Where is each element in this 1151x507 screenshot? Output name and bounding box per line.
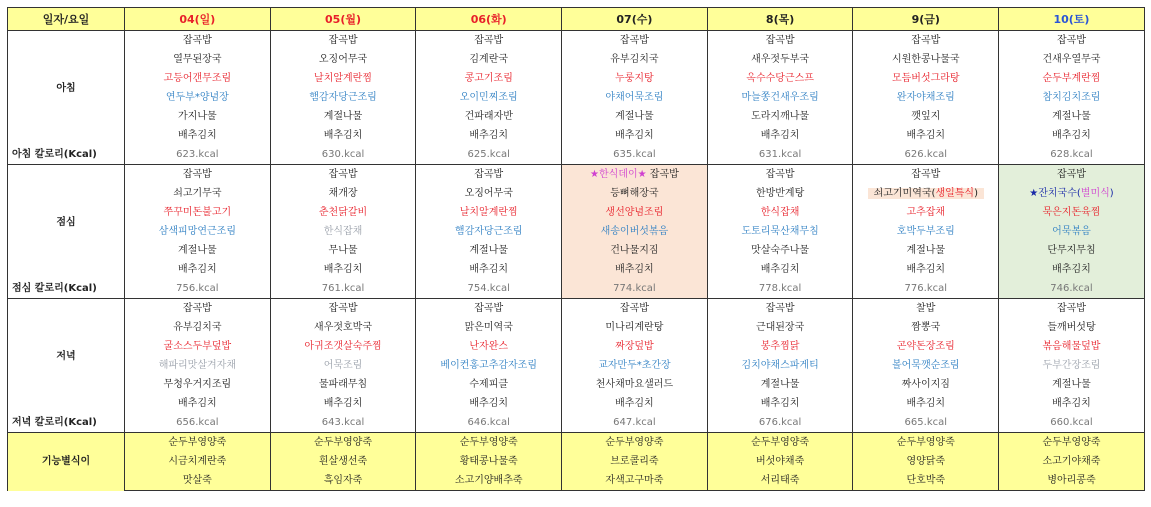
menu-item: 콩고기조림: [416, 69, 562, 88]
lunch-calorie-row: [8, 279, 1145, 299]
menu-item: 잡곡밥: [125, 299, 271, 319]
menu-item: 고등어갠무조림: [125, 69, 271, 88]
menu-item: 마늘쫑건새우조림: [707, 88, 853, 107]
menu-item: 참치김치조림: [999, 88, 1145, 107]
menu-item: 굴소스두부덮밥: [125, 337, 271, 356]
menu-item: 배추김치: [853, 126, 999, 145]
menu-item: 배추김치: [562, 126, 708, 145]
menu-item: 춘천닭갈비: [270, 203, 416, 222]
menu-item: 햄감자당근조림: [270, 88, 416, 107]
menu-item: 서리태죽: [707, 471, 853, 491]
menu-item: 계절나물: [999, 107, 1145, 126]
menu-item: 아귀조갯살숙주찜: [270, 337, 416, 356]
menu-item: 순두부영양죽: [270, 433, 416, 453]
calorie-value: 623.kcal: [125, 145, 271, 165]
menu-item: 계절나물: [853, 241, 999, 260]
menu-item: 순두부영양죽: [707, 433, 853, 453]
menu-item-text: ): [1109, 188, 1114, 199]
menu-item: 완자야채조림: [853, 88, 999, 107]
menu-item: 계절나물: [999, 375, 1145, 394]
menu-item: 단호박죽: [853, 471, 999, 491]
menu-item: 유부김치국: [562, 50, 708, 69]
menu-item: 배추김치: [707, 394, 853, 413]
breakfast-row: [8, 31, 1145, 51]
menu-item-text: ★잔치국수(: [1029, 188, 1081, 199]
menu-item: 배추김치: [416, 126, 562, 145]
header-label: 일자/요일: [8, 8, 125, 31]
menu-item: 해파리맛살겨자채: [125, 356, 271, 375]
menu-item: 배추김치: [125, 126, 271, 145]
calorie-value: 631.kcal: [707, 145, 853, 165]
functional-row: [8, 433, 1145, 453]
menu-item: 새송이버섯볶음: [562, 222, 708, 241]
menu-item: 오징어무국: [416, 184, 562, 203]
menu-item: 천사채마요샐러드: [562, 375, 708, 394]
menu-item: 찰밥: [853, 299, 999, 319]
menu-item: 새우젓호박국: [270, 318, 416, 337]
dinner-calorie-row: [8, 413, 1145, 433]
header-day: 05(월): [270, 8, 416, 31]
menu-item: 배추김치: [853, 394, 999, 413]
menu-item: 베이컨홍고추감자조림: [416, 356, 562, 375]
menu-item: 옥수수당근스프: [707, 69, 853, 88]
calorie-value: 628.kcal: [999, 145, 1145, 165]
calorie-value: 626.kcal: [853, 145, 999, 165]
special-menu-tag: 별미식: [1080, 188, 1110, 199]
calorie-value: 646.kcal: [416, 413, 562, 433]
menu-item: 시금치계란죽: [125, 452, 271, 471]
lunch-row: [8, 184, 1145, 203]
menu-item: 맑은미역국: [416, 318, 562, 337]
menu-item: 순두부영양죽: [999, 433, 1145, 453]
menu-item: 소고기양배추죽: [416, 471, 562, 491]
menu-item-special: [853, 184, 999, 203]
menu-item: 곤약돈장조림: [853, 337, 999, 356]
breakfast-row: [8, 126, 1145, 145]
menu-item: 계절나물: [270, 107, 416, 126]
header-day: 8(목): [707, 8, 853, 31]
menu-item: 유부김치국: [125, 318, 271, 337]
header-day: 04(일): [125, 8, 271, 31]
menu-item: 건새우열무국: [999, 50, 1145, 69]
menu-item: 순두부영양죽: [853, 433, 999, 453]
menu-item: 배추김치: [416, 394, 562, 413]
menu-item: 도토리묵산채무침: [707, 222, 853, 241]
menu-item: 브로콜리죽: [562, 452, 708, 471]
korean-day-tag: ★한식데이★: [590, 169, 647, 180]
functional-row: [8, 471, 1145, 491]
menu-item: 배추김치: [999, 126, 1145, 145]
menu-item: 어묵조림: [270, 356, 416, 375]
birthday-special-highlight: [868, 188, 984, 199]
menu-item: 연두부*양념장: [125, 88, 271, 107]
menu-item: 오이민찌조림: [416, 88, 562, 107]
menu-item: 건파래자반: [416, 107, 562, 126]
menu-item: 잡곡밥: [562, 31, 708, 51]
menu-item: 햄감자당근조림: [416, 222, 562, 241]
dinner-row: [8, 299, 1145, 319]
menu-item: 가지나물: [125, 107, 271, 126]
header-row: [8, 8, 1145, 31]
menu-item: 한식잡채: [707, 203, 853, 222]
menu-item: 배추김치: [853, 260, 999, 279]
menu-item: 수제피클: [416, 375, 562, 394]
lunch-calorie-label: 점심 칼로리(Kcal): [8, 279, 125, 299]
menu-item: 한식잡채: [270, 222, 416, 241]
menu-item: 잡곡밥: [416, 299, 562, 319]
menu-item: 계절나물: [125, 241, 271, 260]
menu-item: 김치야채스파게티: [707, 356, 853, 375]
menu-item: 배추김치: [416, 260, 562, 279]
header-day: 07(수): [562, 8, 708, 31]
dinner-label: 저녁: [8, 299, 125, 414]
menu-item: 배추김치: [270, 394, 416, 413]
menu-item: 잡곡밥: [125, 165, 271, 185]
dinner-calorie-label: 저녁 칼로리(Kcal): [8, 413, 125, 433]
menu-item: 배추김치: [562, 260, 708, 279]
menu-item: 생선양념조림: [562, 203, 708, 222]
breakfast-row: [8, 50, 1145, 69]
menu-item: 열무된장국: [125, 50, 271, 69]
menu-item: 묵은지돈육찜: [999, 203, 1145, 222]
menu-item: 잡곡밥: [270, 165, 416, 185]
menu-item: 순두부계란찜: [999, 69, 1145, 88]
menu-item-text: 쇠고기미역국(: [873, 188, 936, 199]
breakfast-row: [8, 107, 1145, 126]
menu-item: 건나물지짐: [562, 241, 708, 260]
menu-item: 잡곡밥: [125, 31, 271, 51]
menu-item: 볶음해물덮밥: [999, 337, 1145, 356]
menu-item: 볼어묵깻순조림: [853, 356, 999, 375]
calorie-value: 746.kcal: [999, 279, 1145, 299]
meal-plan: [7, 7, 1144, 491]
menu-item: 황태콩나물죽: [416, 452, 562, 471]
menu-item: 물파래무침: [270, 375, 416, 394]
menu-item: 쭈꾸미돈불고기: [125, 203, 271, 222]
menu-item: 김계란국: [416, 50, 562, 69]
menu-item: 모듬버섯그라탕: [853, 69, 999, 88]
lunch-row: [8, 222, 1145, 241]
menu-item: 배추김치: [707, 260, 853, 279]
menu-item: 버섯야채죽: [707, 452, 853, 471]
lunch-row: [8, 260, 1145, 279]
menu-item: 시원한콩나물국: [853, 50, 999, 69]
header-day: 9(금): [853, 8, 999, 31]
menu-item: 삼색피망연근조림: [125, 222, 271, 241]
menu-item: 순두부영양죽: [416, 433, 562, 453]
breakfast-calorie-row: [8, 145, 1145, 165]
menu-item: 누룽지탕: [562, 69, 708, 88]
dinner-row: [8, 356, 1145, 375]
menu-item: 오징어무국: [270, 50, 416, 69]
menu-item: 맛살죽: [125, 471, 271, 491]
menu-item: 맛살숙주나물: [707, 241, 853, 260]
menu-item: 잡곡밥: [270, 299, 416, 319]
lunch-row: [8, 165, 1145, 185]
menu-item: 교자만두*초간장: [562, 356, 708, 375]
dinner-row: [8, 318, 1145, 337]
calorie-value: 776.kcal: [853, 279, 999, 299]
calorie-value: 656.kcal: [125, 413, 271, 433]
menu-item: 배추김치: [707, 126, 853, 145]
menu-item: 잡곡밥: [707, 165, 853, 185]
functional-row: [8, 452, 1145, 471]
menu-item: 깻잎지: [853, 107, 999, 126]
menu-item: 잡곡밥: [707, 31, 853, 51]
menu-item-special: [999, 184, 1145, 203]
breakfast-row: [8, 69, 1145, 88]
dinner-row: [8, 394, 1145, 413]
menu-item: 잡곡밥: [999, 165, 1145, 185]
menu-item: 잡곡밥: [562, 299, 708, 319]
menu-item: 단무지무침: [999, 241, 1145, 260]
calorie-value: 665.kcal: [853, 413, 999, 433]
menu-item: 병아리콩죽: [999, 471, 1145, 491]
menu-item: 짜장덮밥: [562, 337, 708, 356]
menu-item: 잡곡밥: [416, 165, 562, 185]
menu-item-special: [562, 165, 708, 185]
weekly-menu-table: [7, 7, 1145, 491]
menu-item: 짬뽕국: [853, 318, 999, 337]
menu-item: 날치알계란찜: [416, 203, 562, 222]
menu-item: 계절나물: [707, 375, 853, 394]
menu-item: 무청우거지조림: [125, 375, 271, 394]
breakfast-row: [8, 88, 1145, 107]
menu-item-text: ): [974, 188, 978, 199]
menu-item: 야채어묵조림: [562, 88, 708, 107]
menu-item: 계절나물: [416, 241, 562, 260]
menu-item: 배추김치: [125, 394, 271, 413]
menu-item: 두부간장조림: [999, 356, 1145, 375]
menu-item: 미나리계란탕: [562, 318, 708, 337]
menu-item: 자색고구마죽: [562, 471, 708, 491]
calorie-value: 660.kcal: [999, 413, 1145, 433]
menu-item: 영양닭죽: [853, 452, 999, 471]
menu-item: 어묵볶음: [999, 222, 1145, 241]
menu-item: 흰살생선죽: [270, 452, 416, 471]
menu-item: 무나물: [270, 241, 416, 260]
calorie-value: 643.kcal: [270, 413, 416, 433]
menu-item: 새우젓두부국: [707, 50, 853, 69]
calorie-value: 676.kcal: [707, 413, 853, 433]
menu-item: 잡곡밥: [707, 299, 853, 319]
header-day: 10(토): [999, 8, 1145, 31]
calorie-value: 625.kcal: [416, 145, 562, 165]
menu-item: 도라지깨나물: [707, 107, 853, 126]
menu-item: 호박두부조림: [853, 222, 999, 241]
menu-item: 날치알계란찜: [270, 69, 416, 88]
calorie-value: 647.kcal: [562, 413, 708, 433]
birthday-special-tag: 생일특식: [935, 188, 975, 199]
menu-item: 계절나물: [562, 107, 708, 126]
menu-item: 잡곡밥: [853, 31, 999, 51]
menu-item: 난자완스: [416, 337, 562, 356]
menu-item: 흑임자죽: [270, 471, 416, 491]
menu-item: 순두부영양죽: [125, 433, 271, 453]
calorie-value: 630.kcal: [270, 145, 416, 165]
menu-item: 봉추찜닭: [707, 337, 853, 356]
menu-item: 배추김치: [270, 126, 416, 145]
menu-item-text: 잡곡밥: [646, 169, 679, 180]
calorie-value: 754.kcal: [416, 279, 562, 299]
lunch-row: [8, 203, 1145, 222]
menu-item: 들깨버섯탕: [999, 318, 1145, 337]
dinner-row: [8, 375, 1145, 394]
menu-item: 배추김치: [562, 394, 708, 413]
header-day: 06(화): [416, 8, 562, 31]
menu-item: 한방반계탕: [707, 184, 853, 203]
menu-item: 배추김치: [999, 394, 1145, 413]
calorie-value: 761.kcal: [270, 279, 416, 299]
calorie-value: 635.kcal: [562, 145, 708, 165]
lunch-label: 점심: [8, 165, 125, 280]
menu-item: 배추김치: [270, 260, 416, 279]
menu-item: 소고기야채죽: [999, 452, 1145, 471]
breakfast-calorie-label: 아침 칼로리(Kcal): [8, 145, 125, 165]
menu-item: 쇠고기무국: [125, 184, 271, 203]
menu-item: 배추김치: [999, 260, 1145, 279]
menu-item: 잡곡밥: [999, 299, 1145, 319]
calorie-value: 756.kcal: [125, 279, 271, 299]
menu-item: 잡곡밥: [999, 31, 1145, 51]
calorie-value: 774.kcal: [562, 279, 708, 299]
lunch-row: [8, 241, 1145, 260]
dinner-row: [8, 337, 1145, 356]
menu-item: 고추잡채: [853, 203, 999, 222]
menu-item: 등뼈해장국: [562, 184, 708, 203]
menu-item: 채개장: [270, 184, 416, 203]
breakfast-label: 아침: [8, 31, 125, 146]
menu-item: 잡곡밥: [853, 165, 999, 185]
menu-item: 잡곡밥: [416, 31, 562, 51]
menu-item: 근대된장국: [707, 318, 853, 337]
menu-item: 순두부영양죽: [562, 433, 708, 453]
calorie-value: 778.kcal: [707, 279, 853, 299]
functional-label: 기능별식이: [8, 433, 125, 491]
menu-item: 배추김치: [125, 260, 271, 279]
menu-item: 잡곡밥: [270, 31, 416, 51]
menu-item: 짜사이지짐: [853, 375, 999, 394]
